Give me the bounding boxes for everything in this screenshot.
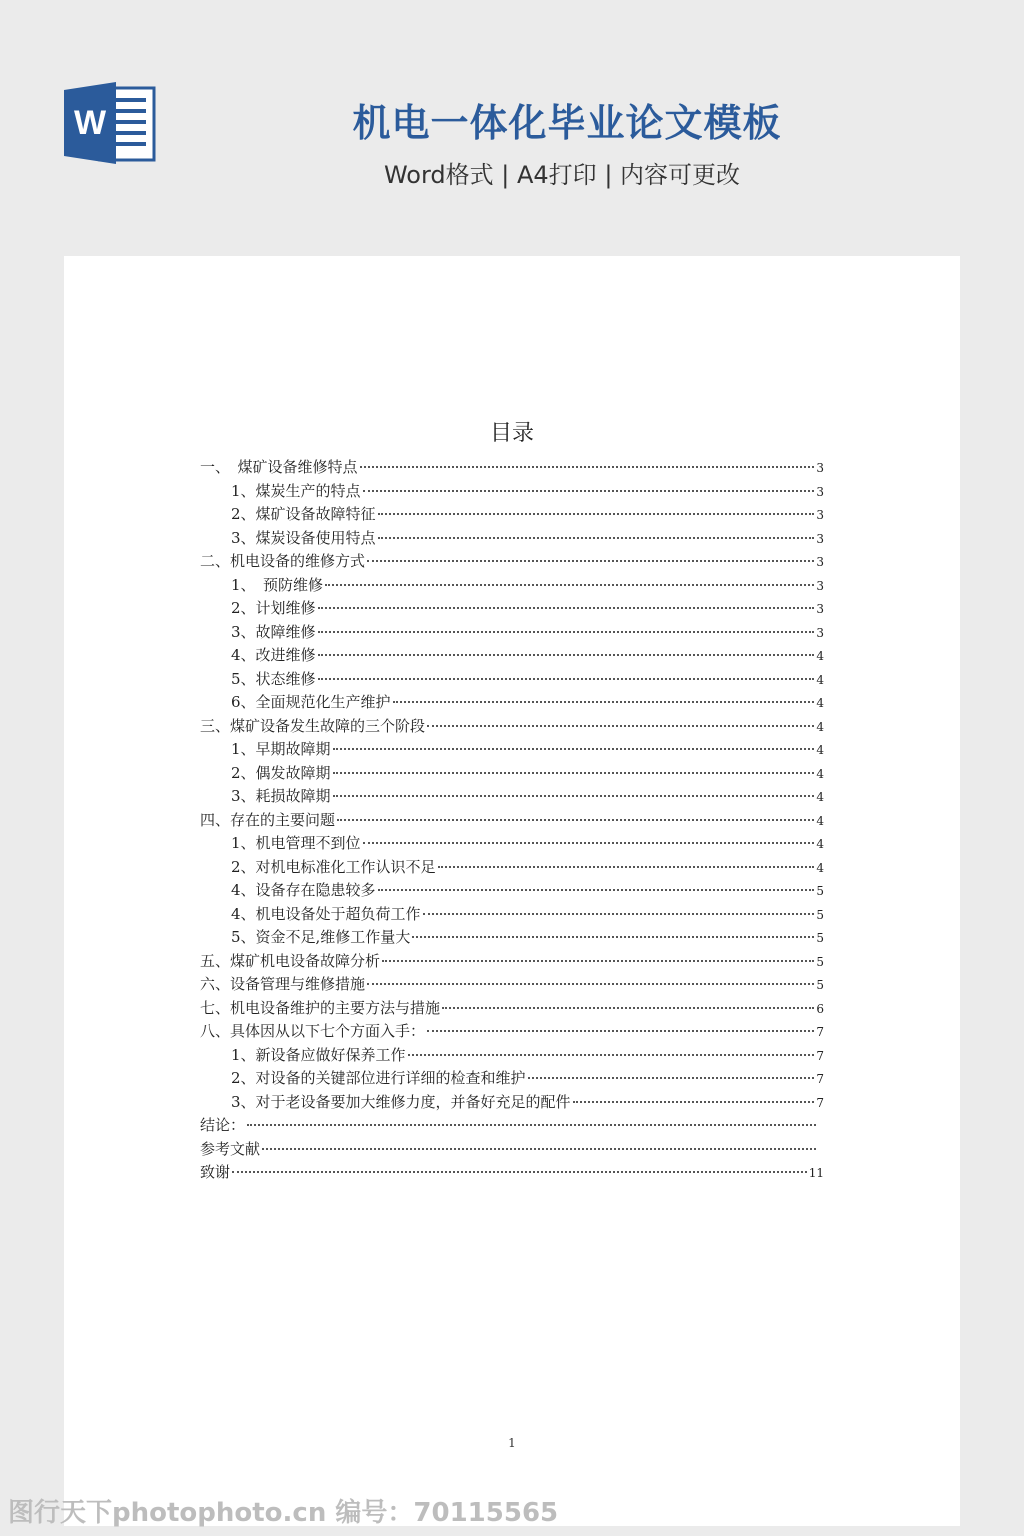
toc-entry-label: 二、机电设备的维修方式 bbox=[200, 552, 366, 570]
toc-entry-page: 5 bbox=[816, 978, 824, 992]
toc-entry[interactable] bbox=[200, 456, 824, 480]
toc-leader-dots bbox=[528, 1077, 815, 1079]
toc-entry-label: 五、煤矿机电设备故障分析 bbox=[200, 951, 381, 970]
toc-entry-page: 3 bbox=[816, 508, 824, 522]
toc-entry-page: 4 bbox=[816, 813, 824, 828]
toc-entry[interactable] bbox=[200, 1020, 824, 1044]
toc-entry-page: 4 bbox=[816, 649, 824, 663]
toc-entry[interactable] bbox=[200, 738, 824, 762]
toc-entry-label: 七、机电设备维护的主要方法与措施 bbox=[200, 998, 441, 1017]
toc-entry-page: 4 bbox=[816, 743, 824, 757]
toc-leader-dots bbox=[363, 490, 815, 492]
toc-entry[interactable] bbox=[200, 550, 824, 574]
toc-entry[interactable] bbox=[200, 1114, 824, 1138]
toc-entry-page: 4 bbox=[816, 766, 824, 781]
toc-entry-label: 4、改进维修 bbox=[231, 646, 316, 664]
toc-entry-page: 6 bbox=[816, 1001, 824, 1016]
toc-entry-page: 4 bbox=[816, 696, 824, 710]
toc-entry[interactable] bbox=[200, 691, 824, 715]
toc-leader-dots bbox=[378, 537, 815, 539]
toc-entry[interactable] bbox=[200, 879, 824, 903]
toc-entry-page: 4 bbox=[816, 672, 824, 687]
toc-entry[interactable] bbox=[200, 1161, 824, 1185]
toc-entry[interactable] bbox=[200, 903, 824, 927]
toc-entry-label: 5、状态维修 bbox=[231, 669, 316, 688]
toc-entry-label: 3、煤炭设备使用特点 bbox=[231, 528, 376, 547]
toc-entry-label: 1、早期故障期 bbox=[231, 740, 331, 758]
toc-entry-label: 2、对设备的关键部位进行详细的检查和维护 bbox=[231, 1069, 526, 1087]
toc-entry-page: 5 bbox=[816, 954, 824, 969]
toc-entry-page: 3 bbox=[816, 555, 824, 569]
toc-entry-label: 六、设备管理与维修措施 bbox=[200, 975, 366, 993]
toc-entry[interactable] bbox=[200, 668, 824, 692]
toc-entry[interactable] bbox=[200, 621, 824, 645]
toc-entry-label: 3、故障维修 bbox=[231, 622, 316, 641]
toc-entry-page: 7 bbox=[816, 1025, 824, 1039]
toc-leader-dots bbox=[333, 772, 815, 774]
toc-entry[interactable] bbox=[200, 574, 824, 598]
toc-entry-label: 1、新设备应做好保养工作 bbox=[231, 1045, 406, 1064]
page-title: 机电一体化毕业论文模板 bbox=[352, 101, 782, 145]
toc-leader-dots bbox=[363, 842, 815, 844]
toc-entry[interactable] bbox=[200, 785, 824, 809]
toc-leader-dots bbox=[378, 513, 815, 515]
toc-entry-label: 1、机电管理不到位 bbox=[231, 834, 361, 852]
toc-entry-page: 4 bbox=[816, 860, 824, 875]
toc-entry-page: 3 bbox=[816, 625, 824, 640]
toc-entry-page: 5 bbox=[816, 907, 824, 922]
toc-entry[interactable] bbox=[200, 832, 824, 856]
toc-leader-dots bbox=[360, 466, 815, 468]
toc-entry-page: 7 bbox=[816, 1072, 824, 1086]
toc-entry-label: 致谢 bbox=[200, 1163, 231, 1181]
toc-entry-page: 3 bbox=[816, 578, 824, 593]
toc-entry-page: 3 bbox=[816, 602, 824, 616]
toc-entry[interactable] bbox=[200, 1091, 824, 1115]
toc-entry[interactable] bbox=[200, 950, 824, 974]
toc-entry-page: 5 bbox=[816, 884, 824, 898]
toc-entry[interactable] bbox=[200, 1138, 824, 1162]
toc-entry-label: 1、煤炭生产的特点 bbox=[231, 481, 361, 500]
toc-entry[interactable] bbox=[200, 1067, 824, 1091]
toc-entry[interactable] bbox=[200, 997, 824, 1021]
toc-entry-page: 3 bbox=[816, 484, 824, 499]
toc-entry[interactable] bbox=[200, 480, 824, 504]
toc-entry-label: 3、耗损故障期 bbox=[231, 787, 331, 805]
toc-entry-label: 八、具体因从以下七个方面入手： bbox=[200, 1022, 426, 1040]
toc-leader-dots bbox=[382, 960, 814, 962]
toc-entry-label: 四、存在的主要问题 bbox=[200, 810, 336, 829]
toc-leader-dots bbox=[367, 983, 814, 985]
toc-leader-dots bbox=[423, 913, 815, 915]
toc-leader-dots bbox=[393, 701, 815, 703]
word-logo-letter: W bbox=[73, 104, 107, 142]
toc-entry-page: 4 bbox=[816, 837, 824, 851]
watermark: 图行天下photophoto.cn 编号：70115565 bbox=[8, 1498, 559, 1528]
page-number: 1 bbox=[508, 1436, 516, 1450]
toc-leader-dots bbox=[573, 1101, 815, 1103]
toc-entry-label: 6、全面规范化生产维护 bbox=[231, 693, 391, 711]
toc-entry-page: 7 bbox=[816, 1048, 824, 1063]
toc-leader-dots bbox=[367, 560, 814, 562]
toc-entry-page: 4 bbox=[816, 790, 824, 804]
toc-entry[interactable] bbox=[200, 926, 824, 950]
toc-entry-page: 3 bbox=[816, 461, 824, 475]
toc-entry-label: 2、煤矿设备故障特征 bbox=[231, 505, 376, 523]
toc-leader-dots bbox=[318, 607, 815, 609]
table-of-contents bbox=[200, 456, 824, 1185]
toc-entry[interactable] bbox=[200, 503, 824, 527]
toc-leader-dots bbox=[325, 584, 814, 586]
toc-entry-page: 4 bbox=[816, 719, 824, 734]
toc-leader-dots bbox=[438, 866, 815, 868]
toc-entry[interactable] bbox=[200, 644, 824, 668]
toc-leader-dots bbox=[333, 795, 815, 797]
toc-entry-label: 3、对于老设备要加大维修力度，并备好充足的配件 bbox=[231, 1092, 571, 1111]
toc-entry-page: 5 bbox=[816, 931, 824, 945]
toc-entry-label: 4、设备存在隐患较多 bbox=[231, 881, 376, 899]
toc-heading: 目录 bbox=[489, 421, 534, 446]
toc-entry[interactable] bbox=[200, 527, 824, 551]
toc-leader-dots bbox=[247, 1124, 816, 1126]
toc-entry[interactable] bbox=[200, 973, 824, 997]
toc-entry-page: 3 bbox=[816, 531, 824, 546]
toc-entry[interactable] bbox=[200, 715, 824, 739]
toc-entry-label: 一、 煤矿设备维修特点 bbox=[200, 458, 358, 476]
toc-leader-dots bbox=[318, 678, 815, 680]
toc-entry-label: 4、机电设备处于超负荷工作 bbox=[231, 904, 421, 923]
toc-entry-label: 三、煤矿设备发生故障的三个阶段 bbox=[200, 716, 426, 735]
toc-entry[interactable] bbox=[200, 762, 824, 786]
toc-leader-dots bbox=[262, 1148, 816, 1150]
toc-leader-dots bbox=[318, 631, 815, 633]
toc-leader-dots bbox=[318, 654, 815, 656]
toc-entry[interactable] bbox=[200, 597, 824, 621]
toc-entry-label: 2、对机电标准化工作认识不足 bbox=[231, 857, 436, 876]
document-page bbox=[64, 256, 960, 1526]
toc-leader-dots bbox=[442, 1007, 814, 1009]
toc-entry[interactable] bbox=[200, 1044, 824, 1068]
toc-leader-dots bbox=[337, 819, 814, 821]
toc-leader-dots bbox=[427, 1030, 814, 1032]
toc-entry-label: 结论： bbox=[200, 1116, 246, 1134]
toc-entry-label: 参考文献 bbox=[200, 1139, 261, 1158]
toc-leader-dots bbox=[378, 889, 815, 891]
toc-entry[interactable] bbox=[200, 856, 824, 880]
toc-entry-page: 7 bbox=[816, 1095, 824, 1110]
toc-entry-label: 2、偶发故障期 bbox=[231, 763, 331, 782]
toc-leader-dots bbox=[333, 748, 815, 750]
toc-leader-dots bbox=[232, 1171, 807, 1173]
toc-entry-label: 1、 预防维修 bbox=[231, 575, 324, 594]
toc-entry-label: 5、资金不足,维修工作量大 bbox=[231, 928, 411, 946]
toc-entry[interactable] bbox=[200, 809, 824, 833]
toc-leader-dots bbox=[408, 1054, 815, 1056]
toc-leader-dots bbox=[412, 936, 814, 938]
toc-entry-label: 2、计划维修 bbox=[231, 599, 316, 617]
toc-entry-page: 11 bbox=[808, 1166, 824, 1180]
toc-leader-dots bbox=[427, 725, 814, 727]
page-subtitle: Word格式 | A4打印 | 内容可更改 bbox=[383, 161, 741, 189]
